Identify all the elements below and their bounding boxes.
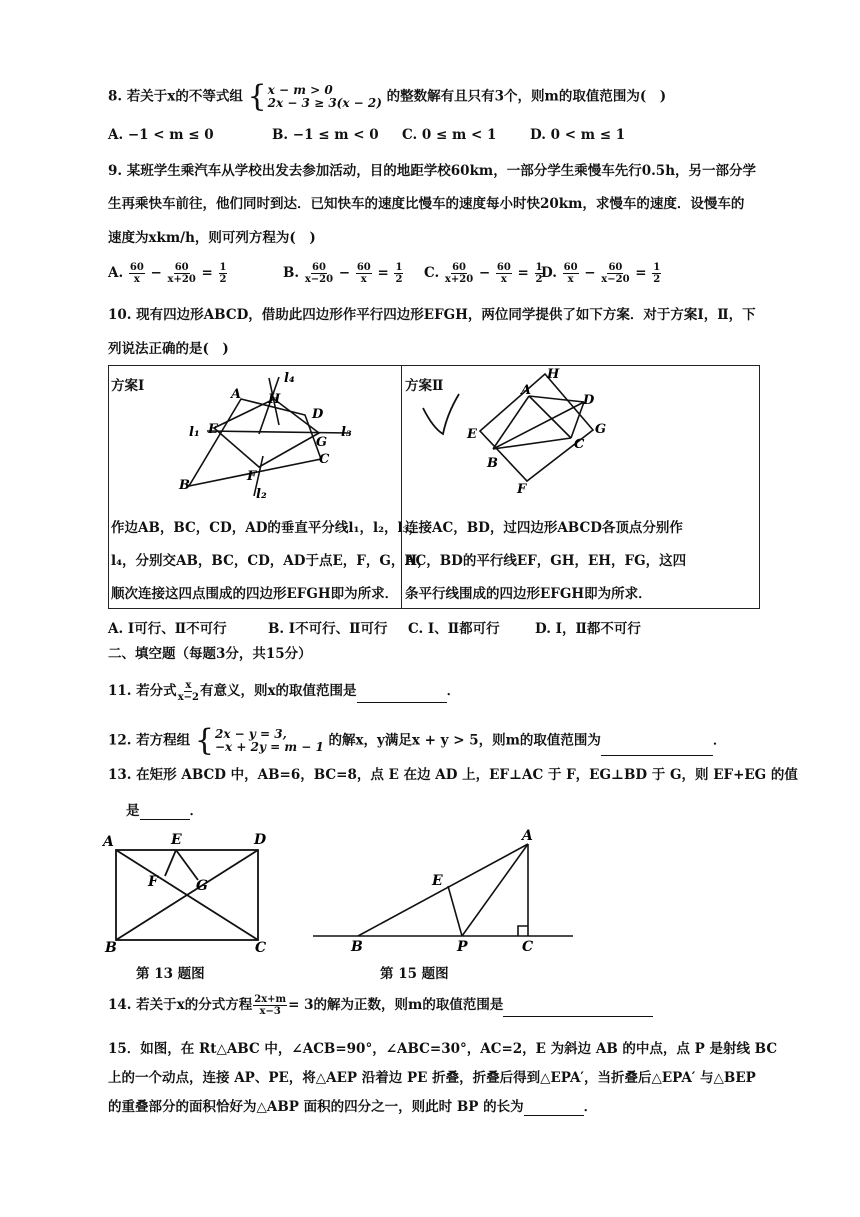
q15-line-3: 的重叠部分的面积恰好为△ABP 面积的四分之一，则此时 BP 的长为 ．	[108, 1099, 598, 1115]
q14-answer-blank[interactable]	[503, 1002, 653, 1017]
q9-line-2: 生再乘快车前往，他们同时到达．已知快车的速度比慢车的速度每小时快20km，求慢车的速度．设慢车的	[108, 196, 745, 212]
fig15-label-E: E	[432, 873, 443, 889]
q13-line-2: 是 ．	[126, 803, 203, 819]
q15-line-1: 15．如图，在 Rt△ABC 中，∠ACB=90°，∠ABC=30°，AC=2，E 为斜边 AB 的中点，点 P 是射线 BC	[108, 1041, 778, 1057]
q15-answer-blank[interactable]	[524, 1101, 584, 1116]
fig2-label-D: D	[583, 393, 595, 408]
q11-answer-blank[interactable]	[357, 688, 447, 703]
fig2-label-A: A	[521, 383, 532, 398]
q10-option-d: D. Ⅰ，Ⅱ都不可行	[535, 621, 641, 637]
q8-option-c: C. 0 ≤ m < 1	[402, 127, 497, 143]
plan2-text-1: 连接AC，BD，过四边形ABCD各顶点分别作	[405, 520, 683, 536]
plan2-title: 方案Ⅱ	[405, 378, 444, 394]
fig2-label-F: F	[517, 482, 527, 497]
fig1-label-l4: l₄	[284, 371, 295, 386]
q8-stem-a: 8. 若关于x的不等式组	[108, 88, 243, 105]
q12-answer-blank[interactable]	[601, 741, 713, 756]
q10-option-b: B. Ⅰ不可行、Ⅱ可行	[268, 621, 388, 637]
fig13-label-A: A	[103, 834, 114, 850]
q10-option-a: A. Ⅰ可行、Ⅱ不可行	[108, 621, 227, 637]
fig1-label-G: G	[316, 435, 328, 450]
fig13-label-G: G	[196, 878, 208, 894]
fig1-label-l2: l₂	[256, 487, 267, 501]
fig1-label-F: F	[247, 469, 257, 484]
q15-line-2: 上的一个动点，连接 AP、PE，将△AEP 沿着边 PE 折叠，折叠后得到△EPA′，当折叠后△EPA′ 与△BEP	[108, 1070, 756, 1086]
q8-ineq-1: x − m > 0	[267, 83, 333, 97]
fig13-label-F: F	[148, 874, 158, 890]
fig15-label-A: A	[522, 828, 533, 844]
q10-line-1: 10. 现有四边形ABCD，借助此四边形作平行四边形EFGH，两位同学提供了如下方案．对于方案Ⅰ，Ⅱ，下	[108, 307, 756, 323]
fig2-label-B: B	[487, 456, 498, 471]
plan1-text-1: 作边AB，BC，CD，AD的垂直平分线l₁，l₂，l₃，	[111, 520, 423, 536]
plan1-figure	[109, 366, 401, 501]
q9-option-c: C. $\frac{60}{x+20}$ − $\frac{60}{x}$ = $\frac{1}{2}$	[424, 262, 543, 285]
q10-line-2: 列说法正确的是( )	[108, 341, 229, 357]
fig2-label-G: G	[595, 422, 607, 437]
fig1-label-l3: l₃	[341, 425, 352, 440]
q8-option-a: A. −1 < m ≤ 0	[108, 127, 214, 143]
fig2-label-C: C	[574, 437, 585, 452]
q10-option-c: C. Ⅰ、Ⅱ都可行	[408, 621, 500, 637]
q13-line-1: 13. 在矩形 ABCD 中，AB=6，BC=8，点 E 在边 AD 上，EF⊥AC 于 F，EG⊥BD 于 G，则 EF+EG 的值	[108, 767, 798, 783]
fig13-label-C: C	[255, 940, 267, 953]
plan2-text-2: AC，BD的平行线EF，GH，EH，FG，这四	[405, 553, 687, 569]
q8-ineq-2: 2x − 3 ≥ 3(x − 2)	[267, 96, 382, 110]
q12-line: 12. 若方程组 { 2x − y = 3, −x + 2y = m − 1 的解x，y满足x + y > 5，则m的取值范围为 ．	[108, 723, 727, 758]
q11-line: 11. 若分式 $\frac{x}{x-2}$ 有意义，则x的取值范围是 ．	[108, 680, 461, 703]
plan1-text-2: l₄，分别交AB，BC，CD，AD于点E，F，G，H，	[111, 553, 431, 569]
table-divider	[401, 366, 402, 608]
q8-line	[108, 79, 667, 114]
q14-line: 14. 若关于x的分式方程 $\frac{2x+m}{x-3}$ = 3的解为正数，则m的取值范围是	[108, 994, 653, 1017]
figure-15	[308, 828, 583, 958]
fig15-label-P: P	[457, 939, 468, 955]
q8-option-b: B. −1 ≤ m < 0	[272, 127, 379, 143]
section-title-fill-in: 二、填空题（每题3分，共15分）	[108, 646, 312, 662]
figure-13-caption: 第 13 题图	[136, 966, 205, 982]
fig13-label-B: B	[105, 940, 117, 953]
q9-line-1: 9. 某班学生乘汽车从学校出发去参加活动，目的地距学校60km，一部分学生乘慢车先行0.5h，另一部分学	[108, 163, 757, 179]
figure-15-caption: 第 15 题图	[380, 966, 449, 982]
stray-pen-mark	[423, 394, 459, 434]
q8-inequality-system: { x − m > 0 2x − 3 ≥ 3(x − 2)	[247, 79, 382, 114]
q12-equation-system: { 2x − y = 3, −x + 2y = m − 1	[194, 723, 324, 758]
plan1-text-3: 顺次连接这四点围成的四边形EFGH即为所求．	[111, 586, 399, 602]
plan2-text-3: 条平行线围成的四边形EFGH即为所求．	[405, 586, 652, 602]
fig13-label-E: E	[171, 832, 182, 848]
q8-stem-b: 的整数解有且只有3个，则m的取值范围为( )	[386, 88, 667, 105]
fig1-label-D: D	[312, 407, 324, 422]
plan1-title: 方案Ⅰ	[111, 378, 145, 394]
figure-13	[100, 828, 270, 953]
fig1-label-B: B	[179, 478, 190, 493]
q9-option-a: A. $\frac{60}{x}$ − $\frac{60}{x+20}$ = $\frac{1}{2}$	[108, 262, 227, 285]
fig1-label-E: E	[208, 422, 218, 437]
fig15-label-B: B	[351, 939, 363, 955]
q9-option-d: D. $\frac{60}{x}$ − $\frac{60}{x-20}$ = $\frac{1}{2}$	[541, 262, 661, 285]
fig13-label-D: D	[254, 832, 267, 848]
fig1-label-H: H	[268, 392, 281, 407]
q13-answer-blank[interactable]	[140, 805, 190, 820]
q9-line-3: 速度为xkm/h，则可列方程为( )	[108, 230, 316, 246]
q8-option-d: D. 0 < m ≤ 1	[530, 127, 626, 143]
fig1-label-C: C	[319, 452, 330, 467]
fig1-label-l1: l₁	[189, 425, 200, 440]
fig2-label-H: H	[547, 367, 560, 382]
q9-option-b: B. $\frac{60}{x-20}$ − $\frac{60}{x}$ = $\frac{1}{2}$	[283, 262, 403, 285]
fig15-label-C: C	[522, 939, 534, 955]
fig2-label-E: E	[467, 427, 477, 442]
plan2-figure	[403, 366, 759, 501]
fig1-label-A: A	[231, 387, 242, 402]
q10-plan-table	[108, 365, 760, 609]
